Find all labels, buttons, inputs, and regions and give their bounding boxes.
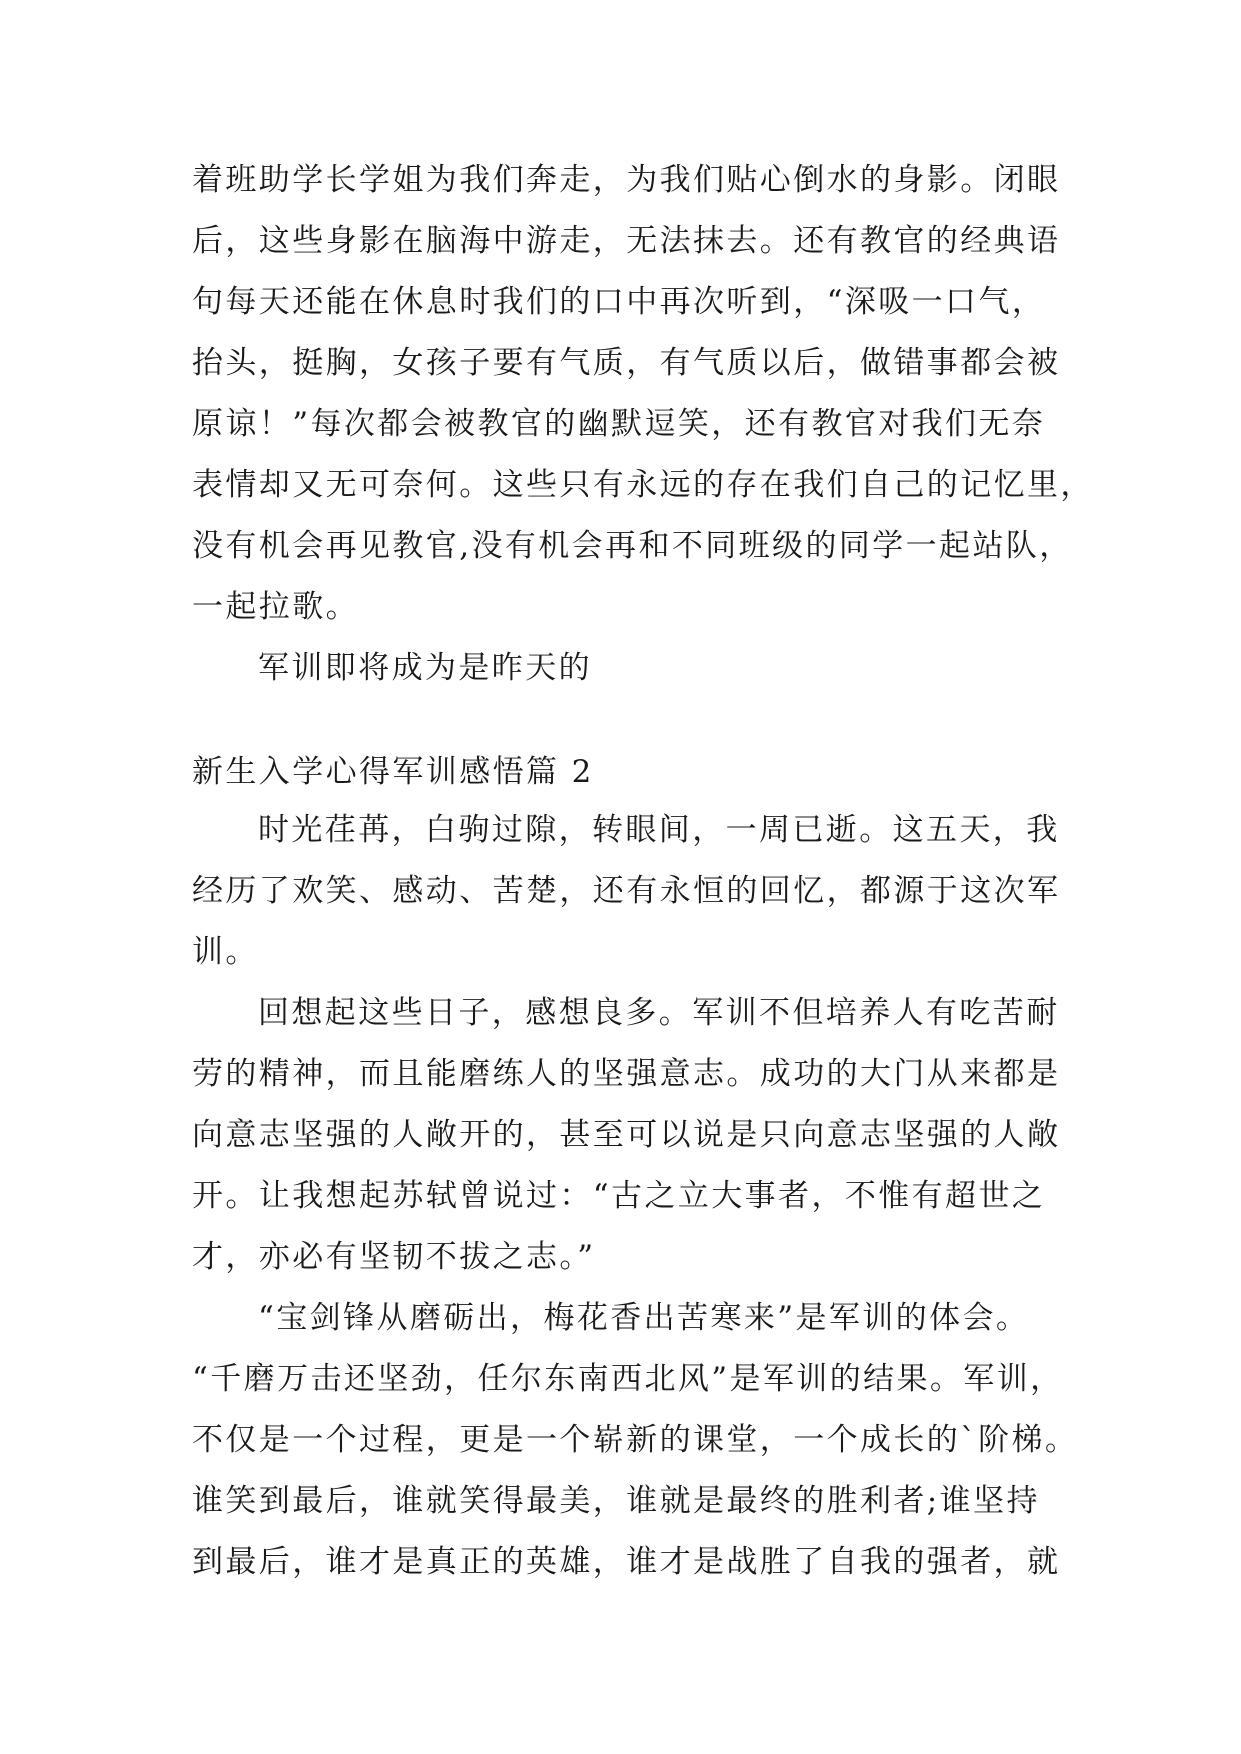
text-line: 原谅！”每次都会被教官的幽默逗笑，还有教官对我们无奈 — [192, 406, 1046, 442]
text-line: 到最后，谁才是真正的英雄，谁才是战胜了自我的强者，就 — [192, 1544, 1061, 1580]
text-line: 开。让我想起苏轼曾说过：“古之立大事者，不惟有超世之 — [192, 1178, 1046, 1214]
section-heading: 新生入学心得军训感悟篇 2 — [192, 754, 594, 790]
text-line: 没有机会再见教官,没有机会再和不同班级的同学一起站队， — [192, 528, 1073, 564]
text-line: 表情却又无可奈何。这些只有永远的存在我们自己的记忆里， — [192, 467, 1094, 503]
text-line: 后，这些身影在脑海中游走，无法抹去。还有教官的经典语 — [192, 223, 1061, 259]
text-line: 军训即将成为是昨天的 — [258, 650, 592, 686]
text-line: 回想起这些日子，感想良多。军训不但培养人有吃苦耐 — [258, 995, 1060, 1031]
text-line: 经历了欢笑、感动、苦楚，还有永恒的回忆，都源于这次军 — [192, 873, 1061, 909]
text-line: 一起拉歌。 — [192, 589, 359, 625]
text-line: “千磨万击还坚劲，任尔东南西北风”是军训的结果。军训， — [192, 1361, 1064, 1397]
text-line: 句每天还能在休息时我们的口中再次听到，“深吸一口气， — [192, 284, 1046, 320]
text-line: 谁笑到最后，谁就笑得最美，谁就是最终的胜利者;谁坚持 — [192, 1483, 1040, 1519]
text-line: 才，亦必有坚韧不拔之志。” — [192, 1239, 596, 1275]
text-line: 训。 — [192, 934, 259, 970]
text-line: 着班助学长学姐为我们奔走，为我们贴心倒水的身影。闭眼 — [192, 162, 1061, 198]
text-line: 劳的精神，而且能磨练人的坚强意志。成功的大门从来都是 — [192, 1056, 1061, 1092]
text-line: 抬头，挺胸，女孩子要有气质，有气质以后，做错事都会被 — [192, 345, 1061, 381]
text-line: “宝剑锋从磨砺出，梅花香出苦寒来”是军训的体会。 — [258, 1300, 1030, 1336]
text-line: 向意志坚强的人敞开的，甚至可以说是只向意志坚强的人敞 — [192, 1117, 1061, 1153]
text-line: 时光荏苒，白驹过隙，转眼间，一周已逝。这五天，我 — [258, 812, 1060, 848]
text-line: 不仅是一个过程，更是一个崭新的课堂，一个成长的`阶梯。 — [192, 1422, 1079, 1458]
